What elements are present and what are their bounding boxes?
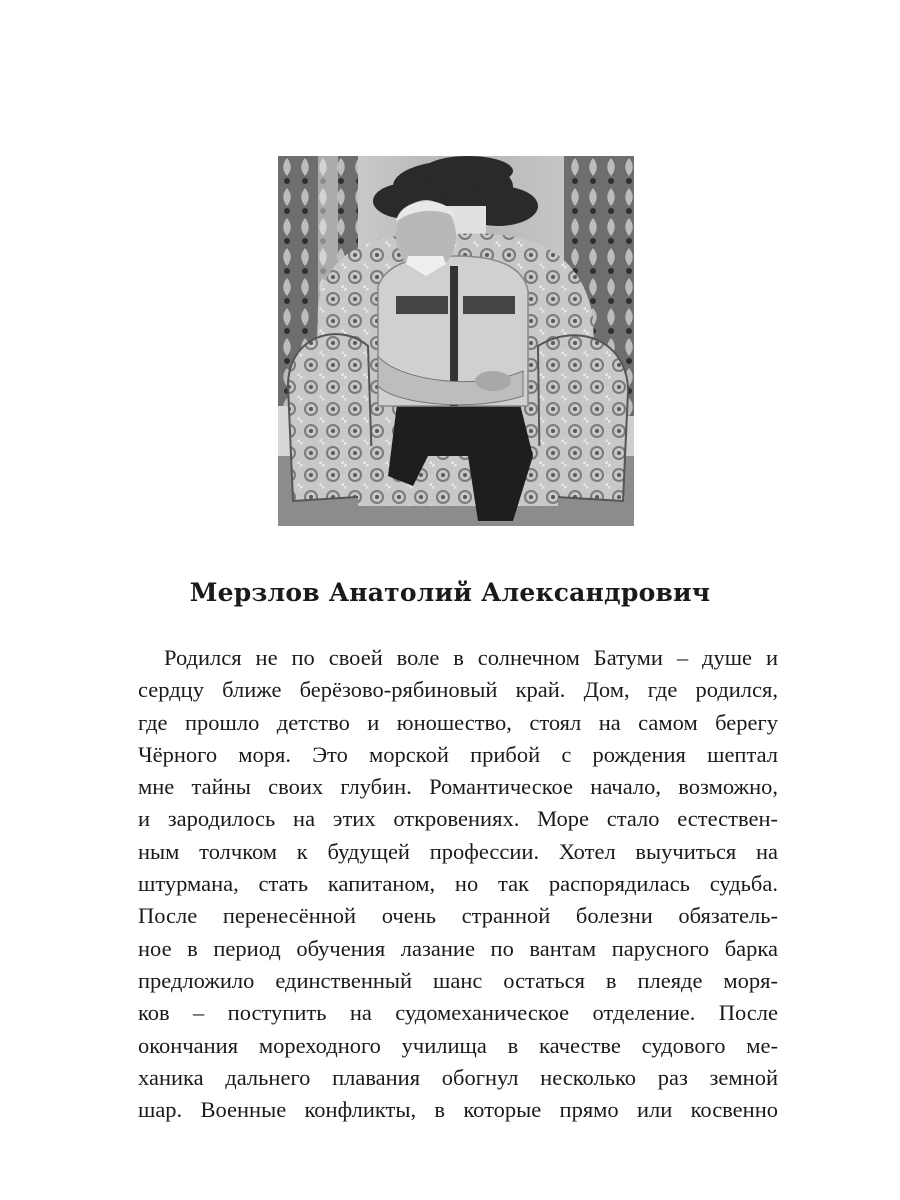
text-line: ное в период обучения лазание по вантам парусного барка xyxy=(138,935,778,961)
text-line: предложило единственный шанс остаться в плеяде моря- xyxy=(138,967,778,993)
text-line: Родился не по своей воле в солнечном Батуми – душе и xyxy=(164,645,778,670)
text-line: После перенесённой очень странной болезни обязатель- xyxy=(138,903,778,929)
text-line: шар. Военные конфликты, в которые прямо или косвенно xyxy=(138,1097,778,1123)
text-line: и зародилось на этих откровениях. Море стало естествен- xyxy=(138,806,778,832)
text-line: где прошло детство и юношество, стоял на самом берегу xyxy=(138,709,778,735)
text-line: окончания мореходного училища в качестве судового ме- xyxy=(138,1032,778,1058)
portrait-image xyxy=(278,156,634,526)
text-line: Чёрного моря. Это морской прибой с рождения шептал xyxy=(138,741,778,767)
text-line: сердцу ближе берёзово-рябиновый край. Дом, где родился, xyxy=(138,677,778,703)
text-line: штурмана, стать капитаном, но так распорядилась судьба. xyxy=(138,871,778,897)
text-line: ным толчком к будущей профессии. Хотел выучиться на xyxy=(138,838,778,864)
author-name-heading: Мерзлов Анатолий Александрович xyxy=(189,578,711,607)
biography-paragraph xyxy=(138,642,778,1126)
text-line: мне тайны своих глубин. Романтическое начало, возможно, xyxy=(138,774,778,800)
text-line: ханика дальнего плавания обогнул несколько раз земной xyxy=(138,1064,778,1090)
author-portrait-photo xyxy=(278,156,634,526)
text-line: ков – поступить на судомеханическое отделение. После xyxy=(138,1000,778,1026)
